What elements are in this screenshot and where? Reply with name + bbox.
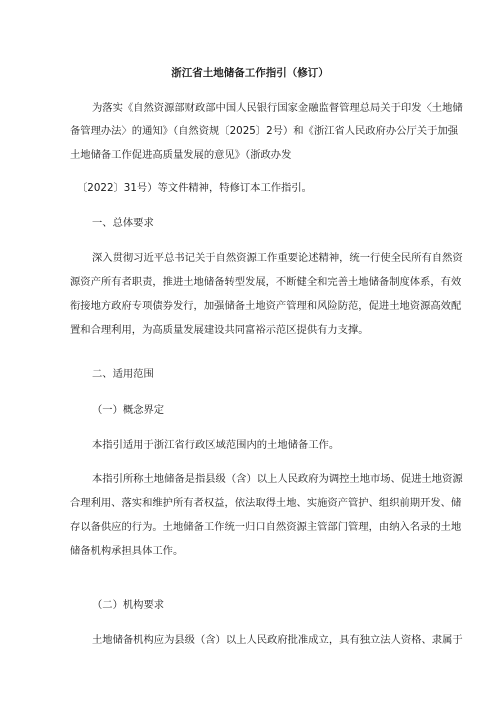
intro-line-4: 〔2022〕31号）等文件精神，特修订本工作指引。 <box>77 182 312 194</box>
subsection-heading-definition: （一）概念界定 <box>92 404 165 416</box>
section1-line-1: 深入贯彻习近平总书记关于自然资源工作重要论述精神，统一行使全民所有自然资 <box>92 252 463 264</box>
subsection1-para2-line-2: 合理利用、落实和维护所有者权益，依法取得土地、实施资产管护、组织前期开发、储 <box>70 497 462 509</box>
subsection1-para2-line-3: 存以备供应的行为。土地储备工作统一归口自然资源主管部门管理，由纳入名录的土地 <box>70 521 462 533</box>
intro-line-3: 土地储备工作促进高质量发展的意见》（浙政办发 <box>70 149 292 161</box>
subsection2-line-1: 土地储备机构应为县级（含）以上人民政府批准成立，具有独立法人资格、隶属于 <box>92 634 463 646</box>
subsection-heading-institution: （二）机构要求 <box>92 599 165 611</box>
intro-line-2: 备管理办法〉的通知》（自然资规〔2025〕2号）和《浙江省人民政府办公厅关于加强 <box>70 125 458 137</box>
section1-line-3: 衔接地方政府专项债券发行，加强储备土地资产管理和风险防范，促进土地资源高效配 <box>70 300 462 312</box>
section-heading-scope: 二、适用范围 <box>92 368 154 380</box>
subsection1-para2-line-4: 储备机构承担具体工作。 <box>70 545 184 557</box>
section1-line-2: 源资产所有者职责，推进土地储备转型发展，不断健全和完善土地储备制度体系，有效 <box>70 276 462 288</box>
document-title: 浙江省土地储备工作指引（修订） <box>171 67 329 79</box>
subsection1-para2-line-1: 本指引所称土地储备是指县级（含）以上人民政府为调控土地市场、促进土地资源 <box>92 473 463 485</box>
subsection1-para1: 本指引适用于浙江省行政区域范围内的土地储备工作。 <box>92 439 340 451</box>
section-heading-general: 一、总体要求 <box>92 217 154 229</box>
section1-line-4: 置和合理利用，为高质量发展建设共同富裕示范区提供有力支撑。 <box>70 324 369 336</box>
intro-line-1: 为落实《自然资源部财政部中国人民银行国家金融监督管理总局关于印发〈土地储 <box>92 102 463 114</box>
